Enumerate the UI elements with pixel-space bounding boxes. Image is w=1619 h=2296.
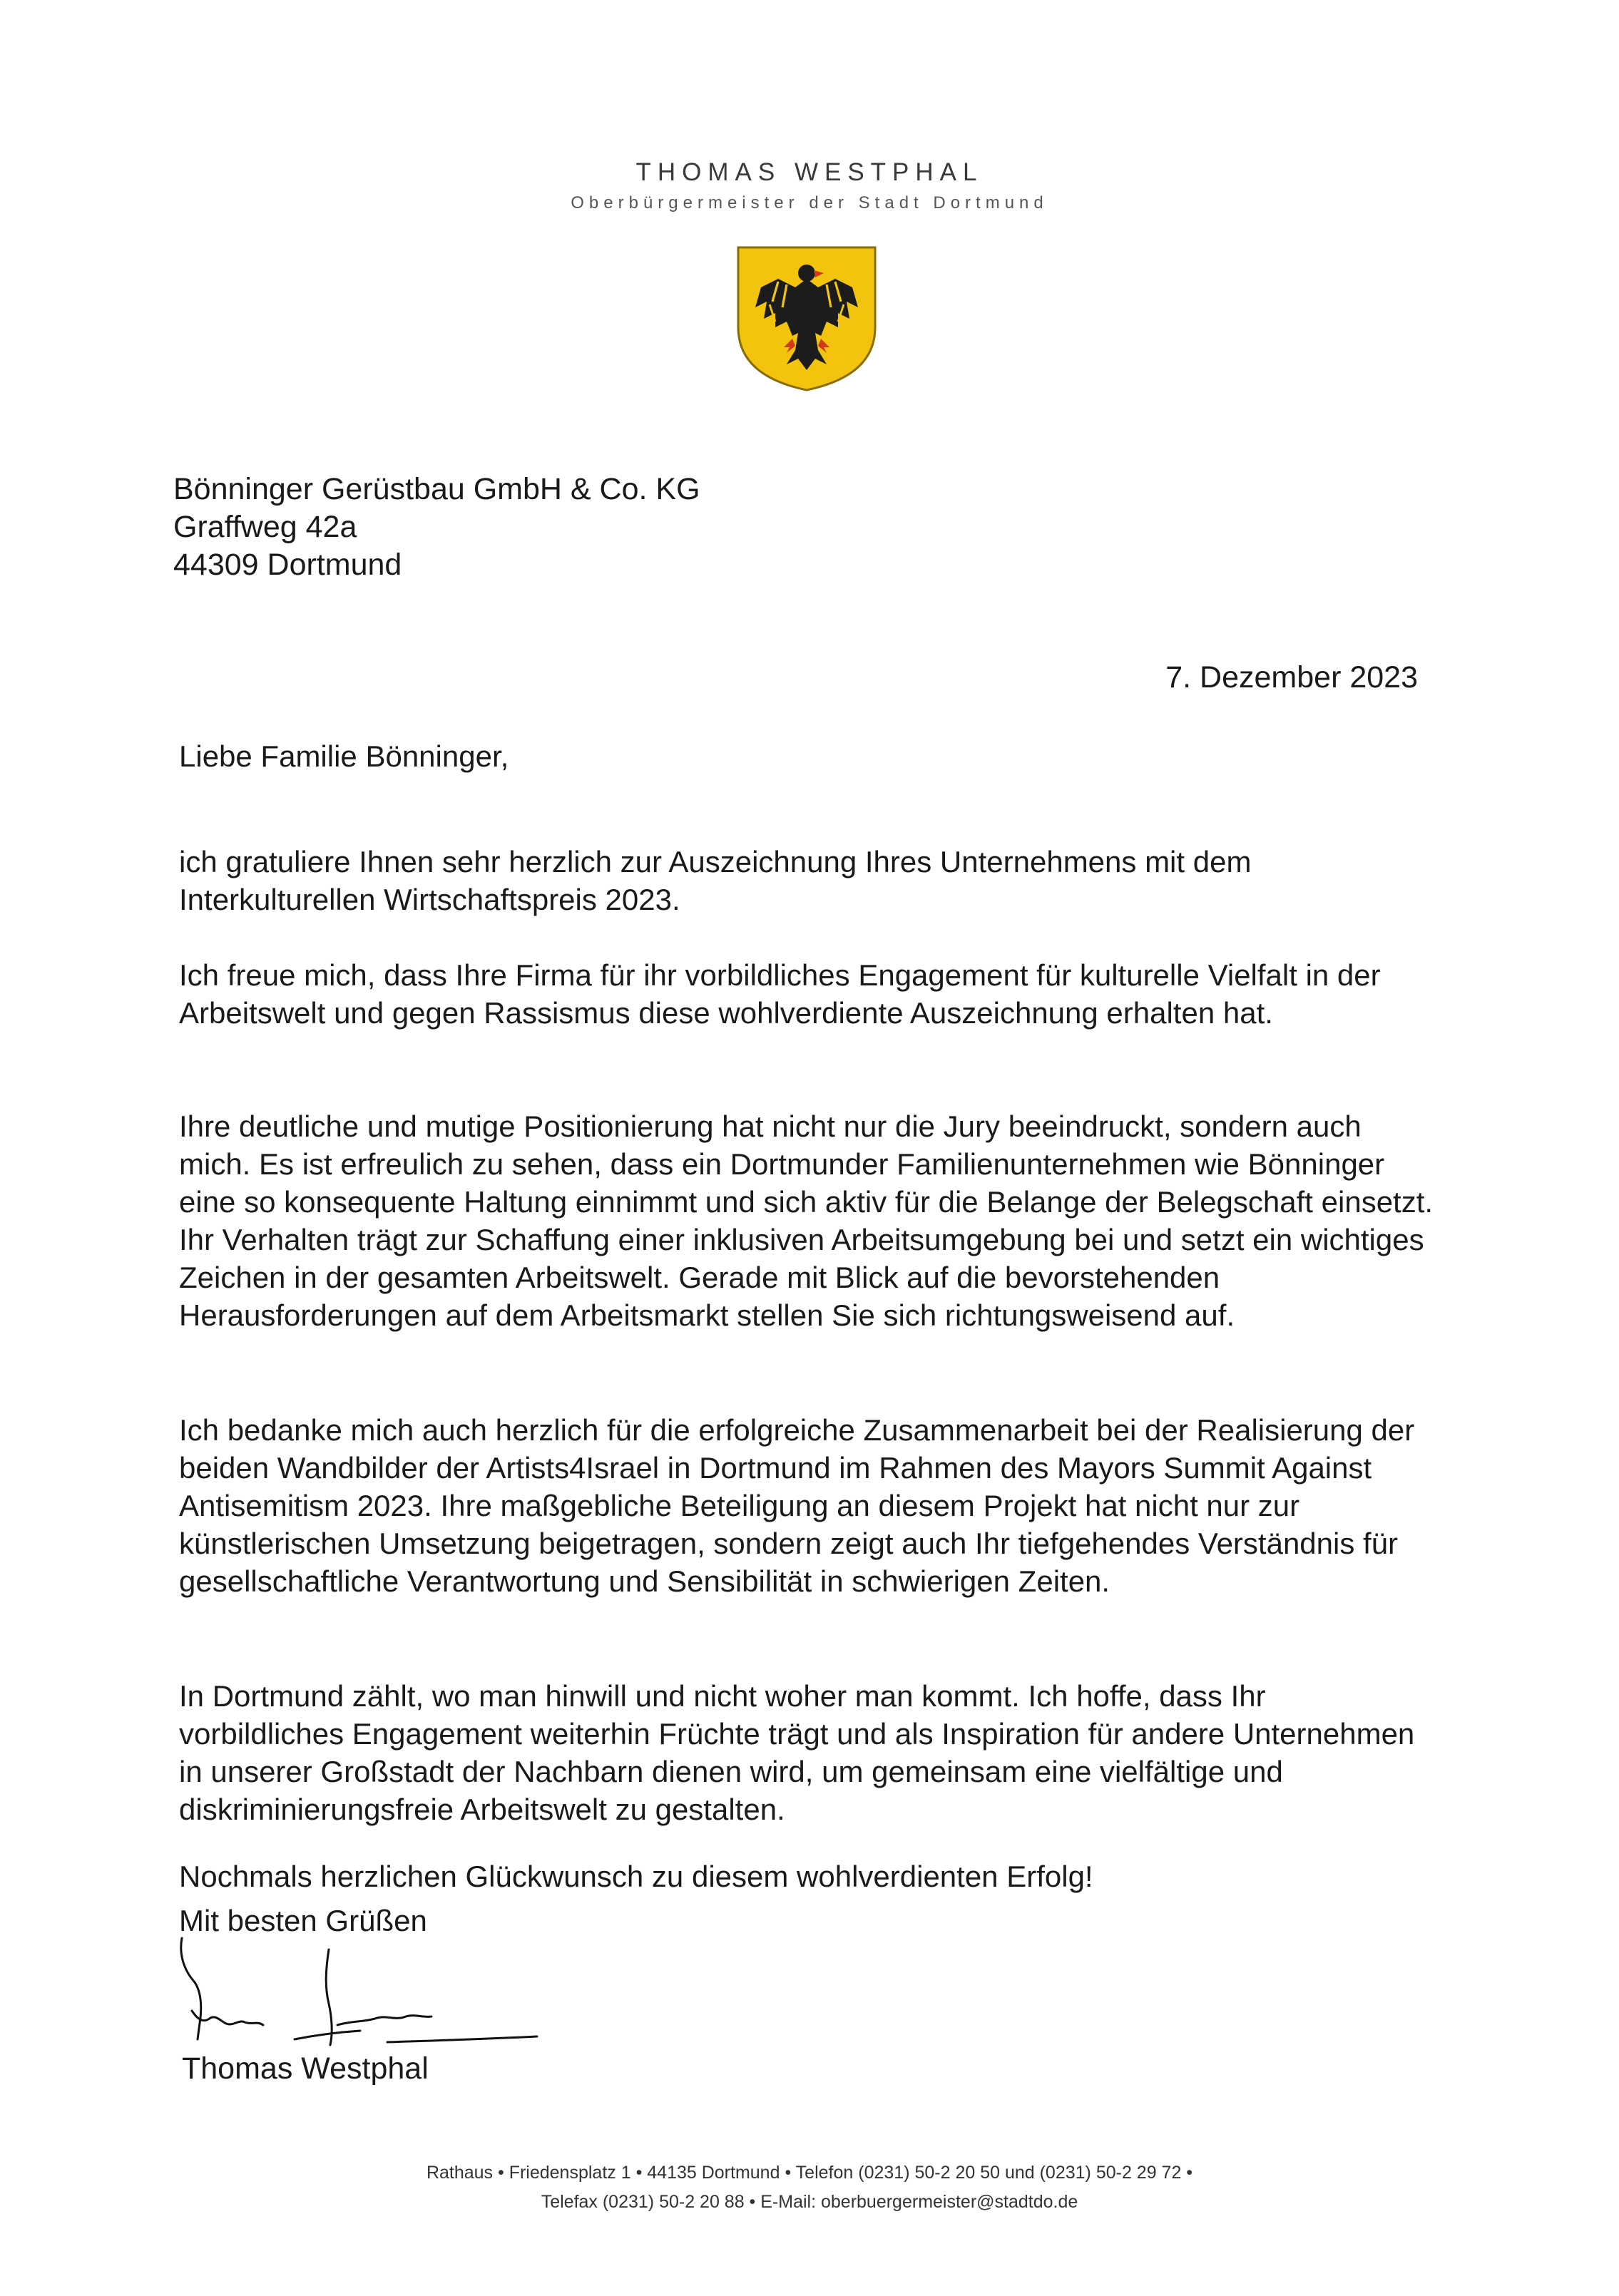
coat-of-arms-icon: [734, 245, 879, 393]
recipient-company: Bönninger Gerüstbau GmbH & Co. KG: [173, 472, 700, 506]
letterhead-name: THOMAS WESTPHAL: [635, 158, 984, 186]
recipient-street: Graffweg 42a: [173, 510, 357, 544]
paragraph-engagement: Ich freue mich, dass Ihre Firma für ihr vorbildliches Engagement für kulturelle Vielfalt in der Arbeitswelt und gegen Rassismus diese wohlverdiente Auszeichnung erhalten hat.: [179, 958, 1381, 1030]
footer-address: Rathaus • Friedensplatz 1 • 44135 Dortmund • Telefon (0231) 50-2 20 50 und (0231) 50-2 29 72 •: [426, 2163, 1193, 2183]
recipient-address: [173, 471, 700, 584]
paragraph-final-congrats: Nochmals herzlichen Glückwunsch zu diesem wohlverdienten Erfolg!: [179, 1860, 1093, 1893]
paragraph-positioning: Ihre deutliche und mutige Positionierung hat nicht nur die Jury beeindruckt, sondern auch mich. Es ist erfreulich zu sehen, dass ein Dortmunder Familienunternehmen wie Bönninger eine so konsequente Haltung einnimmt und sich aktiv für die Belange der Belegschaft einsetzt. Ihr Verhalten trägt zur Schaffung einer inklusiven Arbeitsumgebung bei und setzt ein wichtiges Zeichen in der gesamten Arbeitswelt. Gerade mit Blick auf die bevorstehenden Herausforderungen auf dem Arbeitsmarkt stellen Sie sich richtungsweisend auf.: [179, 1109, 1434, 1332]
closing: Mit besten Grüßen: [179, 1904, 427, 1937]
handwritten-signature: [173, 1925, 551, 2068]
paragraph-collaboration: Ich bedanke mich auch herzlich für die erfolgreiche Zusammenarbeit bei der Realisierung der beiden Wandbilder der Artists4Israel in Dortmund im Rahmen des Mayors Summit Against Antisemitism 2023. Ihre maßgebliche Beteiligung an diesem Projekt hat nicht nur zur künstlerischen Umsetzung beigetragen, sondern zeigt auch Ihr tiefgehendes Verständnis für gesellschaftliche Verantwortung und Sensibilität in schwierigen Zeiten.: [179, 1413, 1415, 1598]
footer-contact: Telefax (0231) 50-2 20 88 • E-Mail: oberbuergermeister@stadtdo.de: [541, 2192, 1078, 2212]
letterhead-title: Oberbürgermeister der Stadt Dortmund: [571, 193, 1048, 212]
signer-name: Thomas Westphal: [182, 2051, 429, 2086]
recipient-city: 44309 Dortmund: [173, 548, 402, 582]
paragraph-dortmund: In Dortmund zählt, wo man hinwill und nicht woher man kommt. Ich hoffe, dass Ihr vorbildliches Engagement weiterhin Früchte trägt und als Inspiration für andere Unternehmen in unserer Großstadt der Nachbarn dienen wird, um gemeinsam eine vielfältige und diskriminierungsfreie Arbeitswelt zu gestalten.: [179, 1679, 1415, 1826]
paragraph-congratulation: ich gratuliere Ihnen sehr herzlich zur Auszeichnung Ihres Unternehmens mit dem Interkulturellen Wirtschaftspreis 2023.: [179, 845, 1252, 916]
letter-date: 7. Dezember 2023: [1165, 660, 1418, 695]
salutation: Liebe Familie Bönninger,: [179, 739, 509, 773]
